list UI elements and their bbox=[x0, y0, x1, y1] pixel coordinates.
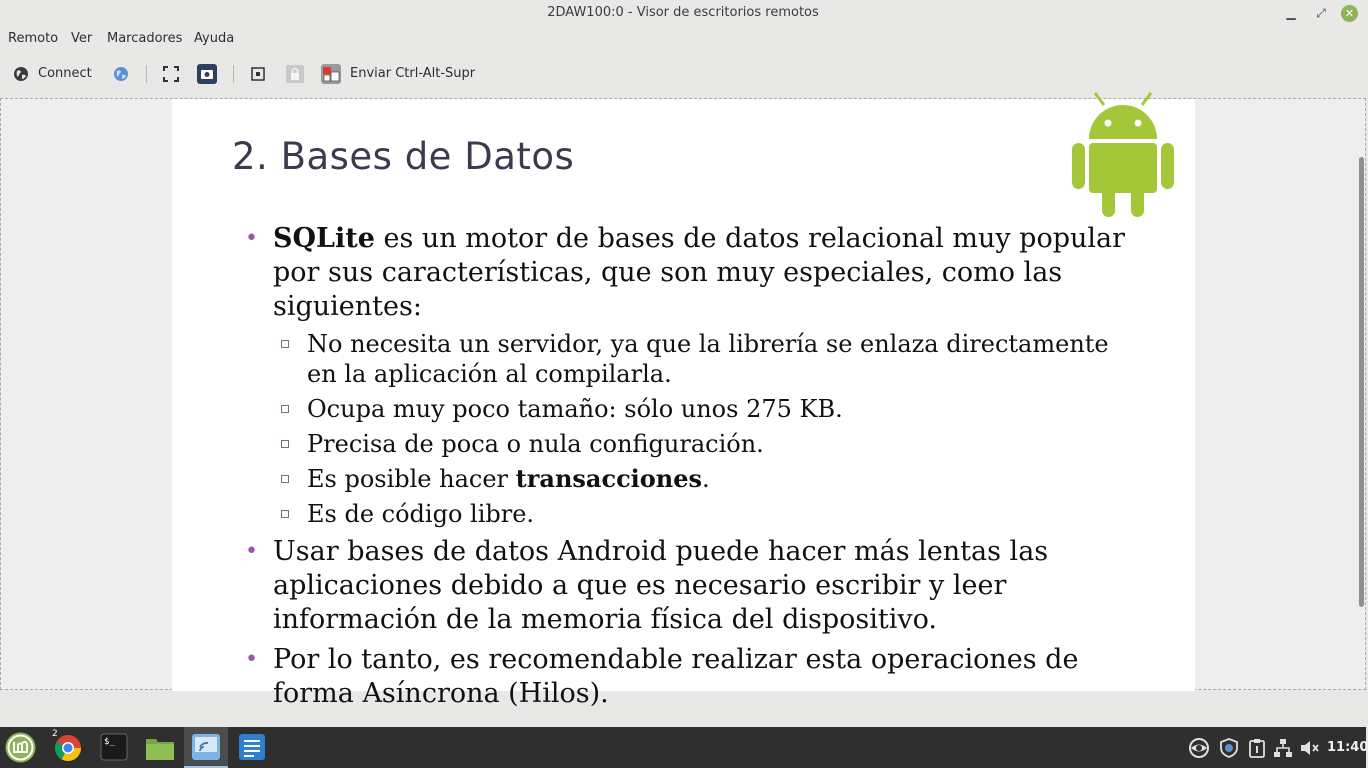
menu-ver[interactable]: Ver bbox=[71, 31, 93, 46]
menu-ayuda[interactable]: Ayuda bbox=[194, 31, 235, 46]
mint-menu-icon[interactable] bbox=[4, 731, 37, 764]
taskbar-files[interactable] bbox=[138, 727, 182, 768]
clipboard-icon[interactable] bbox=[1247, 738, 1267, 758]
svg-text:$_: $_ bbox=[104, 737, 115, 747]
clock[interactable]: 11:40 bbox=[1327, 740, 1368, 755]
taskbar-text-editor[interactable] bbox=[230, 727, 274, 768]
sub-bullet: Ocupa muy poco tamaño: sólo unos 275 KB. bbox=[232, 394, 1132, 424]
bullet-sqlite bbox=[232, 222, 1132, 324]
presentation-slide bbox=[172, 99, 1195, 709]
bullet-performance: • Usar bases de datos Android puede hacer más lentas las aplicaciones debido a que es necesario escribir y leer información de la memoria física del dispositivo. bbox=[232, 535, 1132, 637]
taskbar-chrome[interactable] bbox=[46, 727, 90, 768]
toolbar-separator bbox=[233, 65, 234, 83]
toolbar-separator bbox=[146, 65, 147, 83]
bullet-bold: SQLite bbox=[273, 223, 375, 254]
keyboard-icon[interactable] bbox=[320, 63, 342, 85]
window-title: 2DAW100:0 - Visor de escritorios remotos bbox=[547, 5, 819, 20]
sub-bullet: Precisa de poca o nula configuración. bbox=[232, 429, 1132, 459]
minimize-button[interactable]: ▁ bbox=[1286, 6, 1296, 20]
window-titlebar[interactable] bbox=[0, 0, 1366, 27]
vertical-scrollbar[interactable] bbox=[1359, 157, 1364, 607]
remote-viewer-icon bbox=[191, 733, 221, 761]
sub-bullet-text: Es posible hacer bbox=[307, 465, 516, 493]
android-logo-icon bbox=[1071, 99, 1175, 219]
sub-bullet: Es de código libre. bbox=[232, 499, 1132, 529]
sub-bullet bbox=[232, 464, 1132, 494]
taskbar bbox=[0, 727, 1366, 768]
close-button[interactable]: ✕ bbox=[1341, 5, 1358, 22]
taskbar-remote-viewer[interactable] bbox=[184, 727, 228, 768]
window-count-badge: 2 bbox=[52, 729, 58, 739]
menu-marcadores[interactable]: Marcadores bbox=[107, 31, 183, 46]
volume-icon[interactable] bbox=[1299, 738, 1319, 758]
text-editor-icon bbox=[238, 733, 266, 761]
terminal-icon bbox=[100, 733, 128, 761]
taskbar-terminal[interactable] bbox=[92, 727, 136, 768]
menu-remoto[interactable]: Remoto bbox=[8, 31, 59, 46]
connect-button[interactable]: Connect bbox=[38, 66, 92, 81]
remote-desktop-view[interactable] bbox=[0, 98, 1366, 709]
fullscreen-icon[interactable] bbox=[162, 65, 180, 83]
screenshot-icon[interactable] bbox=[196, 63, 218, 85]
eye-icon[interactable] bbox=[1187, 738, 1211, 758]
maximize-button[interactable]: ⤢ bbox=[1316, 6, 1326, 20]
network-icon[interactable] bbox=[1273, 738, 1293, 758]
sub-bullet-text: . bbox=[702, 465, 710, 493]
menu-bar bbox=[0, 27, 1366, 51]
sub-bullet-bold: transacciones bbox=[515, 464, 703, 493]
slide-title: 2. Bases de Datos bbox=[232, 135, 575, 178]
toolbar bbox=[0, 55, 1366, 93]
lock-icon[interactable] bbox=[285, 64, 305, 84]
sub-bullet: No necesita un servidor, ya que la librería se enlaza directamente en la aplicación al compilarla. bbox=[232, 329, 1132, 389]
bullet-async: • Por lo tanto, es recomendable realizar esta operaciones de forma Asíncrona (Hilos). bbox=[232, 643, 1132, 711]
shield-icon[interactable] bbox=[1219, 738, 1239, 758]
folder-icon bbox=[145, 735, 175, 761]
slide-content bbox=[232, 222, 1132, 711]
globe-icon[interactable] bbox=[12, 65, 30, 83]
send-ctrl-alt-del-button[interactable]: Enviar Ctrl-Alt-Supr bbox=[350, 66, 476, 81]
network-globe-icon[interactable] bbox=[112, 65, 130, 83]
chrome-icon bbox=[53, 733, 83, 763]
bullet-text: es un motor de bases de datos relacional muy popular por sus características, que son muy especiales, como las siguientes: bbox=[273, 223, 1126, 322]
scale-icon[interactable] bbox=[249, 65, 267, 83]
